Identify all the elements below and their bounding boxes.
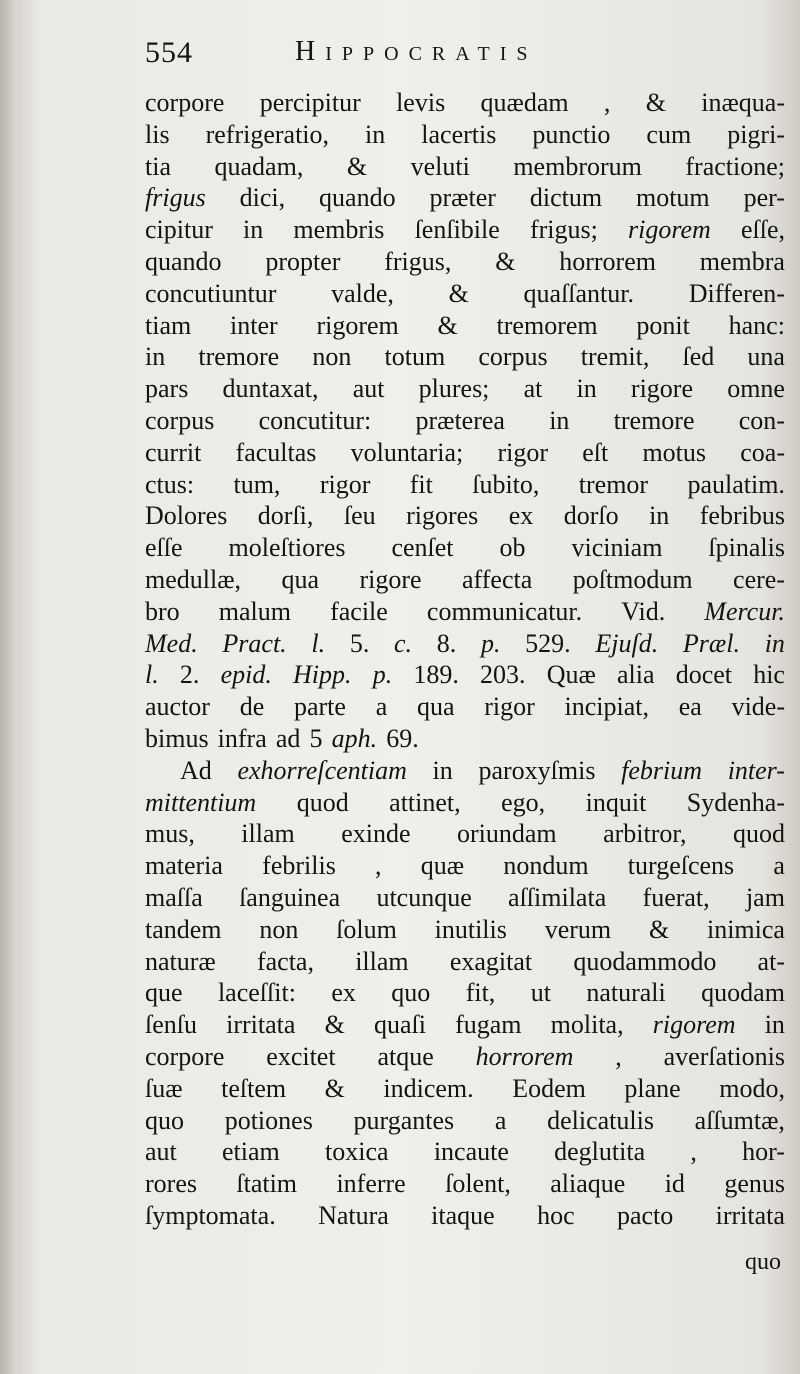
word: turgeſcens	[627, 851, 735, 881]
word: non	[312, 342, 352, 372]
word: cere-	[733, 564, 785, 594]
word: dictum	[529, 183, 603, 213]
text-line	[145, 119, 785, 151]
word: Med.	[145, 628, 198, 658]
word: aut	[145, 1137, 177, 1167]
text-line	[145, 850, 785, 882]
text-line	[145, 405, 785, 437]
word: tiam	[145, 310, 192, 340]
word: l.	[311, 628, 326, 658]
word: voluntaria;	[350, 437, 464, 467]
text-line	[145, 882, 785, 914]
word: in	[764, 628, 785, 658]
word: ,	[603, 88, 611, 117]
word: laceſſit:	[217, 978, 296, 1008]
word: jam	[745, 882, 785, 912]
word: præter	[429, 183, 496, 213]
word: quod	[732, 819, 785, 849]
word: rigorem	[316, 310, 399, 340]
word: valde,	[331, 278, 394, 308]
word: ſenſu	[145, 1010, 197, 1040]
word: Differen-	[688, 278, 785, 308]
word: rigores	[406, 501, 479, 531]
word: motum	[635, 183, 710, 213]
text-line	[145, 1073, 785, 1105]
word: hoc	[537, 1200, 575, 1230]
word: delicatulis	[547, 1105, 654, 1135]
word: attinet,	[389, 787, 461, 817]
word: verum	[544, 914, 612, 944]
word: omne	[727, 374, 785, 404]
word: coa-	[740, 437, 785, 467]
word: communicatur.	[426, 596, 583, 626]
word: indicem.	[383, 1073, 474, 1103]
word: hic	[753, 660, 785, 690]
word: ego,	[501, 787, 546, 817]
word: Præl.	[682, 628, 740, 658]
word: in	[243, 215, 264, 245]
text-line	[145, 373, 785, 405]
word: frigus	[145, 183, 206, 213]
word: ex	[508, 501, 534, 531]
word: 8.	[436, 628, 457, 658]
word: eſſe	[145, 533, 183, 563]
text-line	[145, 564, 785, 596]
word: paroxyſmis	[478, 755, 596, 785]
word: febribus	[699, 501, 785, 531]
word: corpus	[145, 405, 215, 435]
word: membrorum	[513, 151, 642, 181]
text-line	[145, 182, 785, 214]
word: illam	[241, 819, 295, 849]
word: medullæ,	[145, 564, 242, 594]
word: quodam	[701, 978, 785, 1008]
text-line	[145, 1168, 785, 1200]
word: potiones	[224, 1105, 313, 1135]
text-line	[145, 246, 785, 278]
word: vide-	[731, 692, 785, 722]
word: exhorreſcentiam	[237, 755, 407, 785]
word: modo,	[719, 1073, 785, 1103]
word: poſtmodum	[572, 564, 693, 594]
word: ,	[375, 851, 382, 881]
word: Pract.	[222, 628, 287, 658]
word: inter	[230, 310, 278, 340]
text-line	[145, 659, 785, 691]
word: naturali	[586, 978, 666, 1008]
word: rigorem	[627, 215, 711, 245]
word: tremit,	[580, 342, 650, 372]
word: eſſe,	[740, 215, 785, 245]
word: inferre	[336, 1169, 406, 1199]
word: docet	[675, 660, 733, 690]
word: quaſſantur.	[523, 278, 635, 308]
word: percipitur	[259, 88, 361, 117]
word: auctor	[145, 692, 210, 722]
text-line	[145, 1041, 785, 1073]
word: incaute	[433, 1137, 509, 1167]
word: a	[494, 1105, 507, 1135]
word: at	[523, 374, 543, 404]
word: que	[145, 978, 183, 1008]
word: cenſet	[391, 533, 454, 563]
word: etiam	[222, 1137, 280, 1167]
word: cum	[646, 119, 692, 149]
word: inæqua-	[701, 88, 785, 117]
word: rigore	[630, 374, 694, 404]
word: propter	[265, 246, 341, 276]
word: bimus	[145, 723, 209, 753]
word: Eodem	[512, 1073, 586, 1103]
word: oriundam	[456, 819, 557, 849]
word: ob	[499, 533, 526, 563]
word: Sydenha-	[686, 787, 785, 817]
word: c.	[394, 628, 413, 658]
word: genus	[724, 1169, 785, 1199]
word: ſubito,	[472, 469, 540, 499]
word: ctus:	[145, 469, 195, 499]
word: concutiuntur	[145, 278, 277, 308]
word: una	[747, 342, 785, 372]
word: de	[239, 692, 265, 722]
word: con-	[738, 405, 785, 435]
word: nondum	[503, 851, 589, 881]
word: levis	[396, 88, 446, 117]
word: refrigeratio,	[205, 119, 330, 149]
word: ſanguinea	[239, 882, 341, 912]
word: qua	[281, 564, 320, 594]
text-line	[145, 1105, 785, 1137]
word: dici,	[239, 183, 286, 213]
word: punctio	[532, 119, 611, 149]
word: teſtem	[221, 1073, 287, 1103]
word: Vid.	[621, 596, 666, 626]
word: quo	[145, 1105, 184, 1135]
word: corpore	[145, 88, 225, 117]
word: exagitat	[449, 946, 533, 976]
word: quodammodo	[573, 946, 717, 976]
word: in	[764, 1010, 785, 1040]
word: id	[664, 1169, 685, 1199]
text-line	[145, 532, 785, 564]
word: Natura	[318, 1200, 389, 1230]
word: frigus,	[384, 246, 452, 276]
word: illam	[355, 946, 409, 976]
word: aut	[352, 374, 385, 404]
word: &	[324, 1073, 345, 1103]
word: frigus;	[529, 215, 598, 245]
text-line	[145, 946, 785, 978]
word: 203.	[480, 660, 526, 690]
text-line	[145, 914, 785, 946]
text-line	[145, 341, 785, 373]
word: malum	[218, 596, 291, 626]
word: moleſtiores	[228, 533, 346, 563]
word: quando	[145, 246, 222, 276]
word: tia	[145, 151, 171, 181]
word: præterea	[415, 405, 505, 435]
word: exinde	[341, 819, 411, 849]
text-line	[145, 214, 785, 246]
word: pars	[145, 374, 189, 404]
word: &	[448, 278, 469, 308]
word: fractione;	[685, 151, 785, 181]
word: a	[375, 692, 388, 722]
word: purgantes	[353, 1105, 455, 1135]
text-line	[145, 1136, 785, 1168]
word: ſtatim	[236, 1169, 298, 1199]
word: Dolores	[145, 501, 228, 531]
word: plane	[624, 1073, 681, 1103]
word: quaſi	[373, 1010, 426, 1040]
word: Ejuſd.	[595, 628, 659, 658]
word: ſenſibile	[414, 215, 500, 245]
word: membra	[699, 246, 785, 276]
catchword: quo	[745, 1249, 781, 1275]
text-line	[145, 596, 785, 628]
word: ſpinalis	[708, 533, 785, 563]
word: rigore	[359, 564, 422, 594]
word: ,	[690, 1137, 697, 1167]
word: in	[432, 755, 453, 785]
text-line	[145, 1200, 785, 1232]
word: rigor	[319, 469, 371, 499]
word: atque	[377, 1041, 434, 1071]
word: lacertis	[421, 119, 497, 149]
word: facultas	[235, 437, 317, 467]
word: duntaxat,	[222, 374, 319, 404]
word: 2.	[179, 660, 200, 690]
word: irritata	[226, 1010, 296, 1040]
running-head: Hippocratis	[295, 36, 538, 67]
text-line	[145, 818, 785, 850]
word: per-	[743, 183, 785, 213]
page-header	[145, 30, 785, 70]
word: excitet	[266, 1041, 336, 1071]
word: ſymptomata.	[145, 1200, 276, 1230]
word: maſſa	[145, 882, 203, 912]
text-line	[145, 755, 785, 787]
word: tremore	[198, 342, 280, 372]
word: ad	[275, 723, 301, 753]
word: at-	[757, 946, 785, 976]
text-line	[145, 310, 785, 342]
word: ſolum	[336, 914, 397, 944]
word: l.	[145, 660, 159, 690]
word: quadam,	[214, 151, 304, 181]
word: fit	[409, 469, 433, 499]
word: fit,	[465, 978, 496, 1008]
word: mus,	[145, 819, 195, 849]
text-line	[145, 151, 785, 183]
word: fugam	[455, 1010, 522, 1040]
word: inutilis	[434, 914, 507, 944]
page-number: 554	[145, 36, 193, 69]
word: cipitur	[145, 215, 213, 245]
word: quo	[391, 978, 431, 1008]
word: infra	[217, 723, 267, 753]
word: tremor	[578, 469, 649, 499]
word: alia	[617, 660, 655, 690]
text-line	[145, 500, 785, 532]
word: hor-	[742, 1137, 785, 1167]
word: Hipp.	[293, 660, 352, 690]
word: itaque	[431, 1200, 495, 1230]
word: in	[576, 374, 597, 404]
word: p.	[372, 660, 393, 690]
word: facta,	[256, 946, 314, 976]
word: aſſumtæ,	[694, 1105, 785, 1135]
word: in	[649, 501, 670, 531]
word: ut	[530, 978, 551, 1008]
text-line	[145, 787, 785, 819]
word: incipiat,	[564, 692, 650, 722]
word: horrorem	[475, 1041, 574, 1071]
word: &	[648, 914, 670, 944]
word: molita,	[550, 1010, 624, 1040]
word: corpus	[478, 342, 548, 372]
word: ſolent,	[445, 1169, 511, 1199]
word: 5.	[349, 628, 370, 658]
word: mittentium	[145, 787, 257, 817]
word: &	[346, 151, 368, 181]
word: 529.	[525, 628, 571, 658]
word: parte	[293, 692, 346, 722]
word: ,	[615, 1041, 622, 1071]
word: aliaque	[550, 1169, 626, 1199]
word: rores	[145, 1169, 197, 1199]
text-line	[145, 469, 785, 501]
word: currit	[145, 437, 202, 467]
word: inquit	[585, 787, 647, 817]
text-line	[145, 87, 785, 119]
word: toxica	[325, 1137, 389, 1167]
text-line	[145, 691, 785, 723]
word: paulatim.	[687, 469, 785, 499]
word: inimica	[706, 914, 785, 944]
word: Ad	[180, 755, 212, 785]
word: deglutita	[554, 1137, 646, 1167]
word: febrium	[621, 755, 703, 785]
word: materia	[145, 851, 223, 881]
word: quædam	[480, 88, 569, 117]
word: hanc:	[728, 310, 785, 340]
word: Quæ	[546, 660, 596, 690]
word: 5	[309, 723, 323, 753]
word: concutitur:	[258, 405, 372, 435]
word: &	[324, 1010, 345, 1040]
word: inter-	[727, 755, 785, 785]
word: pacto	[616, 1200, 674, 1230]
word: veluti	[410, 151, 470, 181]
word: arbitror,	[603, 819, 687, 849]
word: utcunque	[376, 882, 472, 912]
body-text	[145, 87, 785, 1232]
word: 69.	[386, 723, 419, 753]
word: quæ	[420, 851, 465, 881]
word: a	[773, 851, 785, 881]
word: fuerat,	[642, 882, 710, 912]
word: rigor	[497, 437, 548, 467]
word: in	[549, 405, 570, 435]
word: qua	[416, 692, 455, 722]
word: bro	[145, 596, 180, 626]
word: in	[145, 342, 166, 372]
word: aſſimilata	[508, 882, 607, 912]
word: ex	[331, 978, 356, 1008]
word: non	[259, 914, 299, 944]
word: viciniam	[571, 533, 663, 563]
word: ea	[678, 692, 702, 722]
text-line	[145, 977, 785, 1009]
word: tum,	[233, 469, 281, 499]
text-line	[145, 437, 785, 469]
word: ſed	[682, 342, 715, 372]
word: quando	[319, 183, 396, 213]
word: dorſi,	[257, 501, 314, 531]
word: corpore	[145, 1041, 225, 1071]
word: dorſo	[563, 501, 619, 531]
word: ſuæ	[145, 1073, 183, 1103]
word: &	[495, 246, 516, 276]
word: pigri-	[727, 119, 785, 149]
word: irritata	[715, 1200, 785, 1230]
text-line	[145, 723, 785, 755]
page-gutter-shadow	[0, 0, 18, 1374]
text-line	[145, 1009, 785, 1041]
word: tandem	[145, 914, 222, 944]
word: motus	[642, 437, 707, 467]
word: quod	[296, 787, 349, 817]
word: eſt	[582, 437, 609, 467]
word: facile	[330, 596, 388, 626]
word: p.	[480, 628, 501, 658]
word: lis	[145, 119, 170, 149]
word: membris	[293, 215, 385, 245]
word: &	[645, 88, 666, 117]
word: Mercur.	[704, 596, 785, 626]
word: plures;	[418, 374, 490, 404]
word: naturæ	[145, 946, 216, 976]
word: in	[365, 119, 386, 149]
word: febrilis	[262, 851, 336, 881]
word: aph.	[331, 723, 378, 753]
word: averſationis	[663, 1041, 785, 1071]
word: &	[437, 310, 458, 340]
word: ponit	[636, 310, 690, 340]
word: affecta	[462, 564, 533, 594]
word: epid.	[220, 660, 272, 690]
word: totum	[384, 342, 446, 372]
word: rigor	[484, 692, 535, 722]
word: ſeu	[343, 501, 376, 531]
word: tremorem	[496, 310, 598, 340]
text-line	[145, 278, 785, 310]
word: rigorem	[652, 1010, 736, 1040]
word: tremore	[613, 405, 695, 435]
word: horrorem	[559, 246, 656, 276]
word: 189.	[413, 660, 459, 690]
text-line	[145, 628, 785, 660]
